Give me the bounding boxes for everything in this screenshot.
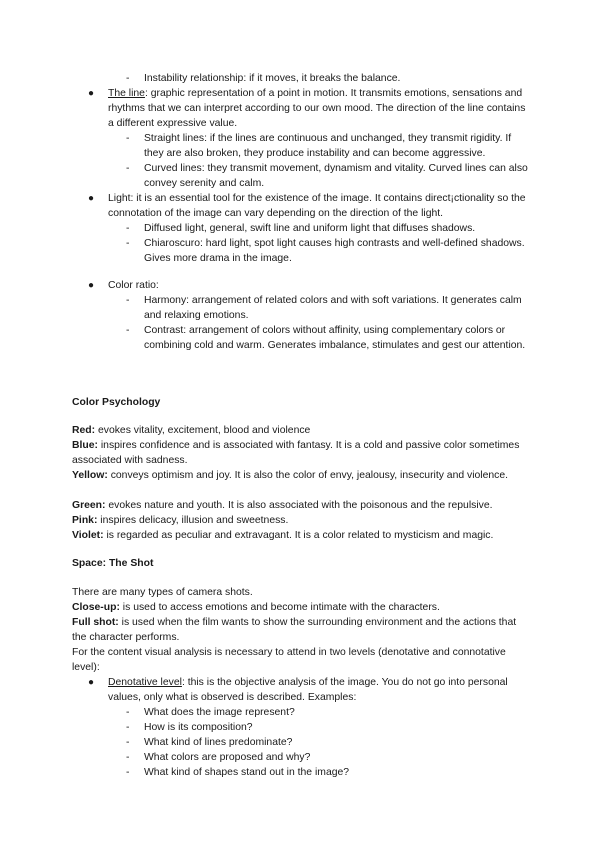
question-item: What colors are proposed and why? (144, 752, 311, 763)
bullet-marker: ● (88, 677, 95, 688)
color-text: is regarded as peculiar and extravagant. It is a color related to mysticism and magic. (103, 530, 494, 541)
question-item: How is its composition? (144, 722, 253, 733)
bullet-marker: ● (88, 193, 95, 204)
question-item: What kind of lines predominate? (144, 737, 293, 748)
color-item-yellow (72, 468, 532, 483)
diffused-light-item: Diffused light, general, swift line and uniform light that diffuses shadows. (144, 223, 476, 234)
line-text: : graphic representation of a point in motion. It transmits emotions, sensations and rhythms that we can interpret according to our own mood. The direction of the line contains a different expressive value. (108, 88, 526, 130)
color-item-red (72, 423, 532, 438)
bullet-marker: ● (88, 280, 95, 291)
dash-marker: - (126, 223, 130, 234)
fullshot-text: is used when the film wants to show the surrounding environment and the actions that the character performs. (72, 617, 517, 644)
color-label: Blue: (72, 440, 98, 451)
color-text: evokes vitality, excitement, blood and violence (95, 425, 311, 436)
dash-marker: - (126, 722, 130, 733)
closeup-label: Close-up: (72, 602, 120, 613)
dash-marker: - (126, 238, 130, 249)
color-psychology-heading: Color Psychology (72, 397, 161, 408)
fullshot-item (72, 615, 532, 645)
color-label: Green: (72, 500, 106, 511)
shots-intro: There are many types of camera shots. (72, 587, 253, 598)
color-text: inspires delicacy, illusion and sweetness. (97, 515, 289, 526)
color-item-pink (72, 513, 532, 528)
color-label: Violet: (72, 530, 104, 541)
curved-lines-item: Curved lines: they transmit movement, dynamism and vitality. Curved lines can also convey serenity and calm. (144, 163, 528, 190)
dash-marker: - (126, 752, 130, 763)
denotative-text: : this is the objective analysis of the image. You do not go into personal values, only what is observed is described. Examples: (108, 677, 508, 704)
color-ratio-item: Color ratio: (108, 280, 159, 291)
analysis-paragraph: For the content visual analysis is necessary to attend in two levels (denotative and connotative level): (72, 647, 506, 674)
harmony-item: Harmony: arrangement of related colors and with soft variations. It generates calm and relaxing emotions. (144, 295, 522, 322)
closeup-item (72, 600, 532, 615)
fullshot-label: Full shot: (72, 617, 119, 628)
color-item-green (72, 498, 532, 513)
color-text: inspires confidence and is associated with fantasy. It is a cold and passive color sometimes associated with sadness. (72, 440, 520, 467)
dash-marker: - (126, 325, 130, 336)
light-item: Light: it is an essential tool for the existence of the image. It contains direct¡ctionality so the connotation of the image can vary depending on the direction of the light. (108, 193, 526, 220)
dash-marker: - (126, 767, 130, 778)
bullet-marker: ● (88, 88, 95, 99)
color-label: Pink: (72, 515, 98, 526)
dash-marker: - (126, 737, 130, 748)
color-text: conveys optimism and joy. It is also the color of envy, jealousy, insecurity and violence. (107, 470, 509, 481)
denotative-item (108, 675, 532, 705)
line-term: The line (108, 88, 145, 99)
closeup-text: is used to access emotions and become intimate with the characters. (119, 602, 440, 613)
dash-marker: - (126, 73, 130, 84)
color-label: Red: (72, 425, 96, 436)
dash-marker: - (126, 707, 130, 718)
instability-item: Instability relationship: if it moves, it breaks the balance. (144, 73, 401, 84)
denotative-term: Denotative level (108, 677, 182, 688)
dash-marker: - (126, 133, 130, 144)
color-item-blue (72, 438, 532, 468)
space-heading: Space: The Shot (72, 558, 154, 569)
straight-lines-item: Straight lines: if the lines are continuous and unchanged, they transmit rigidity. If they are also broken, they produce instability and can become aggressive. (144, 133, 512, 160)
color-label: Yellow: (72, 470, 108, 481)
chiaroscuro-item: Chiaroscuro: hard light, spot light causes high contrasts and well-defined shadows. Gives more drama in the image. (144, 238, 525, 265)
contrast-item: Contrast: arrangement of colors without affinity, using complementary colors or combining cold and warm. Generates imbalance, stimulates and gest our attention. (144, 325, 526, 352)
color-item-violet (72, 528, 532, 543)
dash-marker: - (126, 163, 130, 174)
question-item: What kind of shapes stand out in the image? (144, 767, 350, 778)
color-text: evokes nature and youth. It is also associated with the poisonous and the repulsive. (105, 500, 493, 511)
question-item: What does the image represent? (144, 707, 295, 718)
line-item (108, 86, 532, 132)
dash-marker: - (126, 295, 130, 306)
